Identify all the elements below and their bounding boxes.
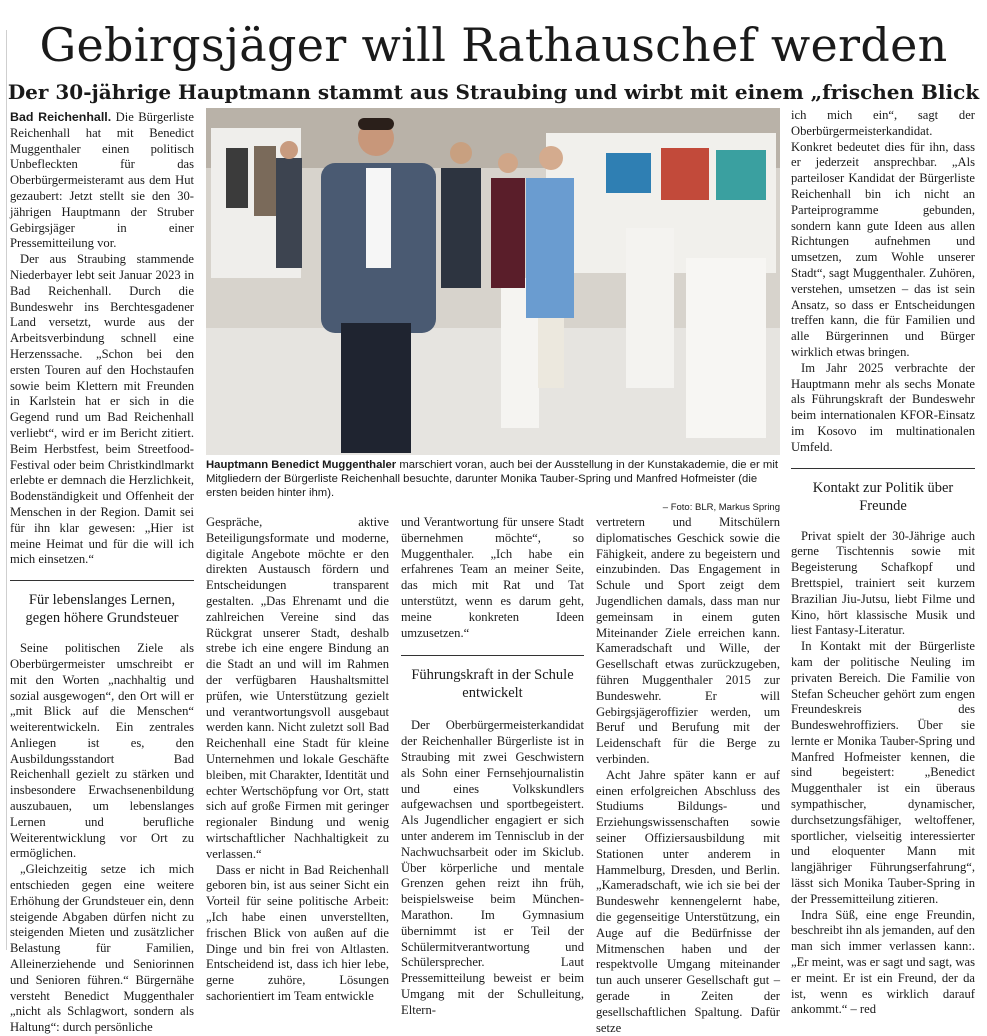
col3-paragraph-2: Der Oberbürgermeisterkandidat der Reichenhaller Bürgerliste ist in Straubing mit zwei Geschwistern als Sohn einer Fernsehjournalistin und eines Volkskundlers aufgewachsen und sportbegeistert. Als Jugendlicher engagiert er sich unter anderem im Tennisclub in der Nachwuchsarbeit oder im Skiclub. Über körperliche und mentale Grenzen gehen reizt ihn früh, beispielsweise beim München-Marathon. Im Gymnasium übernimmt ist er Teil der Schülermitverantwortung und Schülersprecher. Laut Pressemitteilung beweist er beim Umgang mit der Schulleitung, Eltern- — [401, 718, 584, 1017]
subhead-kontakt: Kontakt zur Politik über Freunde — [791, 468, 975, 515]
col5-paragraph-2: Im Jahr 2025 verbrachte der Hauptmann mehr als sechs Monate als Führungskraft der Bundeswehr beim internationalen KFOR-Einsatz im Kosovo im multinationalen Umfeld. — [791, 360, 975, 454]
column-2 — [206, 515, 389, 1003]
col1-p1-text: Die Bürgerliste Reichenhall hat mit Benedict Muggenthaler einen politisch Unbefleckten für das Oberbürgermeisteramt aus dem Hut gezaubert: Jetzt stellt sie den 30-jährigen Hauptmann der Struber Gebirgsjäger in einer Pressemitteilung vor. — [10, 110, 194, 251]
col1-paragraph-2: Der aus Straubing stammende Niederbayer lebt seit Januar 2023 in Bad Reichenhall. Durch die Bundeswehr ins Berchtesgadener Land versetzt, wurde aus der Arbeitsverbindung schnell eine Herzenssache. „Schon bei den ersten Touren auf den Hochstaufen sowie beim Klettern mit Freunden in Karlstein hat er sich in die Gegend rund um Bad Reichenhall verliebt“, wird er im Bericht zitiert. Beim Herbstfest, beim Streetfood-Festival oder beim Christkindlmarkt erlebte er demnach die Herzlichkeit, Bodenständigkeit und Offenheit der Menschen in der Region. Damit sei für ihn klar gewesen: „Hier ist meine Heimat und für die will ich mich einsetzen.“ — [10, 252, 194, 567]
photo-illustration — [206, 108, 780, 455]
col1-paragraph-3: Seine politischen Ziele als Oberbürgermeister umschreibt er mit den Worten „nachhaltig und sozial ausgewogen“, den Ort will er „mit Blick auf die Menschen“ weiterentwickeln. Ein zentrales Anliegen ist es, den Ausbildungsstandort Bad Reichenhall gezielt zu stärken und insbesondere Erwachsenenbildung auszubauen, um lebenslanges Lernen und berufliche Weiterentwicklung vor Ort zu ermöglichen. — [10, 641, 194, 861]
caption-lead: Hauptmann Benedict Muggenthaler — [206, 459, 397, 471]
article-photo — [206, 108, 780, 455]
subhead-fuehrungskraft: Führungskraft in der Schule entwickelt — [401, 655, 584, 702]
col2-paragraph-2: Dass er nicht in Bad Reichenhall geboren bin, ist aus seiner Sicht ein Vorteil für seine politische Arbeit: „Ich habe einen unverstellten, frischen Blick von außen auf die Dinge und bin frei von Altlasten. Entscheidend ist, dass ich hier lebe, gerne zuhöre, Lösungen sachorientiert im Team entwickle — [206, 862, 389, 1003]
column-4 — [596, 515, 780, 1035]
caption-text: marschiert voran, auch bei der Ausstellung in der Kunstakademie, die er mit Mitgliedern der Bürgerliste Reichenhall besuchte, darunter Monika Tauber-Spring und Manfred Hofmeister (die ersten beiden hinter ihm). — [206, 459, 778, 499]
col1-paragraph-4: „Gleichzeitig setze ich mich entschieden gegen eine weitere Erhöhung der Grundsteuer ein, denn steigende Abgaben dürfen nicht zu steigenden Mieten und zusätzlicher Belastung für Familien, Alleinerziehende und Seniorinnen und Senioren führen.“ Bürgernähe versteht Benedict Muggenthaler „nicht als Schlagwort, sondern als Haltung“: durch persönliche — [10, 862, 194, 1035]
col2-paragraph-1: Gespräche, aktive Beteiligungsformate und moderne, digitale Angebote möchte er den direkten Austausch fördern und Entscheidungen transparent gestalten. „Das Ehrenamt und die zahlreichen Vereine sind das Rückgrat unserer Stadt, deshalb strebe ich eine engere Bindung an die Stadt an und will im Rahmen der verfügbaren Haushaltsmittel prüfen, wie Unterstützung gezielt und verantwortungsvoll ausgebaut werden kann. Nicht zuletzt soll Bad Reichenhall eine Stadt für kleine Unternehmen und lokale Geschäfte bleiben, mit Charakter, Identität und echter Wertschöpfung vor Ort, statt sich auf große Firmen mit geringer regionaler Bindung und wenig wirtschaftlicher Nachhaltigkeit zu verlassen.“ — [206, 515, 389, 861]
photo-caption — [206, 458, 780, 515]
signoff: – red — [850, 1002, 876, 1017]
col5-paragraph-1: ich mich ein“, sagt der Oberbürgermeisterkandidat. Konkret bedeutet dies für ihn, dass er jederzeit ansprechbar. „Als parteiloser Kandidat der Bürgerliste Reichenhall bin ich nicht an Parteiprogramme gebunden, sondern kann gute Ideen aus allen Richtungen aufnehmen und umsetzen, zum Wohle unserer Stadt“, sagt Muggenthaler. Zuhören, verstehen, umsetzen – das ist sein Ansatz, so dass er Entscheidungen treffen kann, die für Familien und alle Bürgerinnen und Bürger wirklich etwas bringen. — [791, 108, 975, 359]
subheadline: Der 30-jährige Hauptmann stammt aus Straubing und wirbt mit einem „frischen Blick — [7, 80, 980, 104]
page-edge-rule — [6, 30, 7, 950]
subhead-lernen: Für lebenslanges Lernen, gegen höhere Grundsteuer — [10, 580, 194, 627]
headline: Gebirgsjäger will Rathauschef werden — [39, 18, 948, 72]
col5-paragraph-3: Privat spielt der 30-Jährige auch gerne Tischtennis sowie mit Begeisterung Schafkopf und Brettspiel, trainiert seit kurzem Brazilian Jiu-Jutsu, liebt Filme und Kino, hört klassische Musik und liest Fantasy-Literatur. — [791, 528, 975, 638]
col4-paragraph-1: vertretern und Mitschülern diplomatisches Geschick sowie die Fähigkeit, andere zu begeistern und einzubinden. Das Engagement in Schule und Sport zeigt dem Jugendlichen damals, dass man nur gemeinsam in einem guten Miteinander Ziele erreichen kann. Kameradschaft und Wille, der Gesellschaft etwas zurückzugeben, führen Muggenthaler 2015 zur Bundeswehr. Er will Gebirgsjägeroffizier werden, um Beruf und Berufung mit der Leidenschaft für die Berge zu verbinden. — [596, 515, 780, 766]
column-3 — [401, 515, 584, 1017]
column-5 — [791, 108, 975, 1017]
column-1 — [10, 110, 194, 1035]
photo-credit: – Foto: BLR, Markus Spring — [662, 502, 780, 513]
col5-p5-text: Indra Süß, eine enge Freundin, beschreibt ihn als jemanden, auf den man sich immer verlassen kann:. „Er meint, was er sagt und sagt, was er meint. Er ist ein Freund, der da ist, wenn es wirklich darauf ankommt.“ — [791, 907, 975, 1017]
col1-paragraph-1 — [10, 110, 194, 252]
col5-paragraph-4: In Kontakt mit der Bürgerliste kam der politische Neuling im privaten Bereich. Die Familie von Stefan Scheucher gehört zum engen Freundeskreis des Bundeswehroffiziers. Über sie lernte er Monika Tauber-Spring und Manfred Hofmeister kennen, die sind begeistert: „Benedict Muggenthaler ist ein überaus sympathischer, dynamischer, durchsetzungsfähiger, weltoffener, sportlicher, vielseitig interessierter und eloquenter Mann mit langjähriger Führungserfahrung“, lässt sich Monika Tauber-Spring in der Pressemitteilung zitieren. — [791, 639, 975, 906]
col3-paragraph-1: und Verantwortung für unsere Stadt übernehmen möchte“, so Muggenthaler. „Ich habe ein erfahrenes Team an meiner Seite, das mich mit Rat und Tat unterstützt, wenn es darum geht, meine konkreten Ideen umzusetzen.“ — [401, 515, 584, 640]
dateline: Bad Reichenhall. — [10, 110, 112, 124]
col4-paragraph-2: Acht Jahre später kann er auf einen erfolgreichen Abschluss des Studiums Bildungs- und Erziehungswissenschaften sowie seiner Offiziersausbildung mit Stationen unter anderem in Hammelburg, Dresden, und Berlin. „Kameradschaft, wie ich sie bei der Bundeswehr kennengelernt habe, die gegenseitige Unterstützung, ein Auge auf die Bedürfnisse der Mitmenschen haben und der respektvolle Umgang miteinander tun auch unserer Gesellschaft gut – gerade in Zeiten der gesellschaftlichen Spaltung. Dafür setze — [596, 767, 780, 1035]
col5-paragraph-5 — [791, 908, 975, 1019]
